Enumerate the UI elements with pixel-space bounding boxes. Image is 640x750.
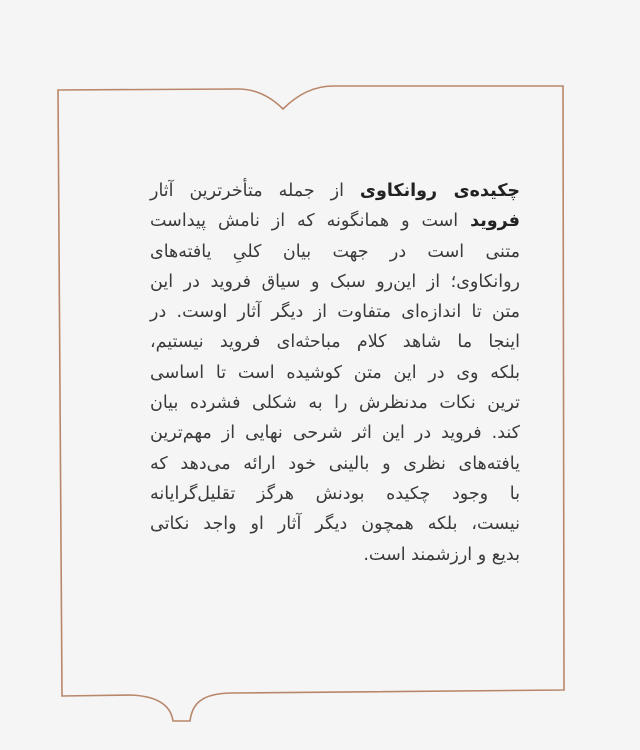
blurb-line: روانکاوی؛ از این‌رو سبک و سیاق فروید در این: [150, 271, 520, 292]
blurb-line: بلکه وی در این متن کوشیده است تا اساسی: [150, 362, 520, 383]
blurb-line: بدیع و ارزشمند است.: [363, 544, 520, 565]
blurb-text: [150, 176, 520, 570]
blurb-line: متن تا اندازه‌ای متفاوت از دیگر آثار اوست. در: [150, 302, 520, 323]
book-title: چکیده‌ی روانکاوی: [359, 181, 520, 201]
blurb-line: چکیده‌ی روانکاوی از جمله متأخرترین آثار: [150, 181, 520, 201]
blurb-line: با وجود چکیده بودنش هرگز تقلیل‌گرایانه: [150, 483, 520, 504]
blurb-line: اینجا ما شاهد کلام مباحثه‌ای فروید نیستیم،: [150, 332, 520, 353]
blurb-line: یافته‌های نظری و بالینی خود ارائه می‌دهد که: [150, 453, 520, 474]
blurb-line: متنی است در جهت بیان کلیِ یافته‌های: [150, 241, 520, 262]
blurb-line: نیست، بلکه همچون دیگر آثار او واجد نکاتی: [150, 514, 520, 535]
blurb-line: فروید است و همانگونه که از نامش پیداست: [150, 211, 520, 232]
blurb-line: ترین نکات مدنظرش را به شکلی فشرده بیان: [150, 393, 520, 414]
blurb-line: کند. فروید در این اثر شرحی نهایی از مهم‌ترین: [150, 423, 520, 444]
author-name: فروید: [470, 211, 520, 232]
